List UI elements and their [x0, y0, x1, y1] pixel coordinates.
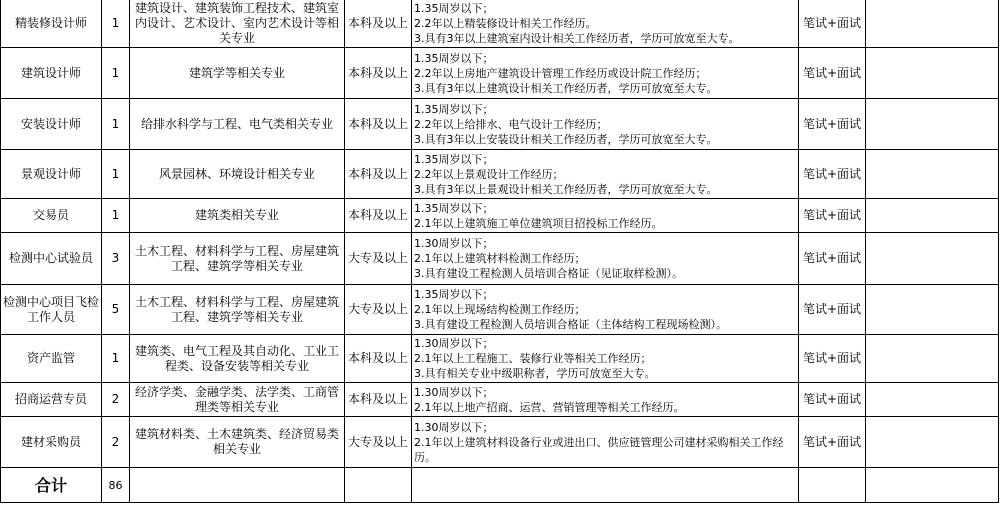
position-major: 土木工程、材料科学与工程、房屋建筑工程、建筑学等相关专业: [130, 233, 345, 285]
requirement-line: 1.35周岁以下；: [414, 152, 494, 166]
requirement-line: 2.2年以上给排水、电气设计工作经历；: [414, 117, 608, 131]
position-requirements: [412, 48, 799, 99]
position-education: 本科及以上: [345, 199, 412, 233]
table-row: [1, 99, 999, 150]
table-row: [1, 199, 999, 233]
total-row: [1, 468, 999, 503]
requirement-line: 2.1年以上现场结构检测工作经历；: [414, 303, 586, 316]
requirement-line: 1.30周岁以下；: [414, 420, 494, 434]
requirement-line: 1.35周岁以下；: [414, 288, 494, 301]
position-title: 建材采购员: [1, 417, 102, 468]
position-method: 笔试+面试: [799, 199, 866, 233]
position-count: 3: [102, 233, 130, 285]
position-remark: [866, 0, 999, 48]
requirement-line: 2.2年以上景观设计工作经历；: [414, 167, 564, 181]
requirement-line: 3.具有3年以上安装设计相关工作经历者，学历可放宽至大专。: [414, 132, 718, 146]
position-education: 本科及以上: [345, 150, 412, 199]
requirement-line: 3.具有相关专业中级职称者，学历可放宽至大专。: [414, 367, 656, 380]
position-education: 大专及以上: [345, 417, 412, 468]
position-education: 本科及以上: [345, 383, 412, 417]
table-row: [1, 233, 999, 285]
table-row: [1, 383, 999, 417]
table-row: [1, 48, 999, 99]
position-major: 建筑设计、建筑装饰工程技术、建筑室内设计、艺术设计、室内艺术设计等相关专业: [130, 0, 345, 48]
table-row: [1, 150, 999, 199]
table-row: [1, 417, 999, 468]
position-education: 本科及以上: [345, 0, 412, 48]
position-requirements: [412, 335, 799, 383]
empty-cell: [345, 468, 412, 503]
position-requirements: [412, 233, 799, 285]
position-title: 交易员: [1, 199, 102, 233]
position-requirements: [412, 285, 799, 335]
position-title: 检测中心试验员: [1, 233, 102, 285]
position-major: 建筑材料类、土木建筑类、经济贸易类相关专业: [130, 417, 345, 468]
requirement-line: 1.30周岁以下；: [414, 337, 494, 350]
position-count: 1: [102, 199, 130, 233]
position-major: 建筑类相关专业: [130, 199, 345, 233]
requirement-line: 1.30周岁以下；: [414, 385, 494, 399]
empty-cell: [866, 468, 999, 503]
position-title: 检测中心项目飞检工作人员: [1, 285, 102, 335]
requirement-line: 3.具有3年以上建筑设计相关工作经历者，学历可放宽至大专。: [414, 81, 718, 95]
position-count: 1: [102, 335, 130, 383]
position-remark: [866, 150, 999, 199]
position-method: 笔试+面试: [799, 335, 866, 383]
position-method: 笔试+面试: [799, 383, 866, 417]
position-count: 1: [102, 48, 130, 99]
position-title: 建筑设计师: [1, 48, 102, 99]
position-requirements: [412, 383, 799, 417]
table-row: [1, 335, 999, 383]
empty-cell: [799, 468, 866, 503]
requirement-line: 1.30周岁以下；: [414, 237, 494, 250]
position-education: 本科及以上: [345, 48, 412, 99]
requirement-line: 2.1年以上工程施工、装修行业等相关工作经历；: [414, 352, 652, 365]
requirement-line: 2.1年以上建筑材料检测工作经历；: [414, 252, 586, 265]
table-row: [1, 285, 999, 335]
position-education: 大专及以上: [345, 285, 412, 335]
table-row: [1, 0, 999, 48]
position-remark: [866, 285, 999, 335]
position-remark: [866, 99, 999, 150]
position-major: 给排水科学与工程、电气类相关专业: [130, 99, 345, 150]
requirement-line: 1.35周岁以下；: [414, 51, 494, 65]
position-method: 笔试+面试: [799, 417, 866, 468]
requirement-line: 2.1年以上地产招商、运营、营销管理等相关工作经历。: [414, 400, 685, 414]
requirement-line: 1.35周岁以下；: [414, 102, 494, 116]
position-method: 笔试+面试: [799, 0, 866, 48]
position-method: 笔试+面试: [799, 285, 866, 335]
requirement-line: 3.具有建设工程检测人员培训合格证（主体结构工程现场检测）。: [414, 318, 727, 331]
position-remark: [866, 417, 999, 468]
position-remark: [866, 383, 999, 417]
position-method: 笔试+面试: [799, 99, 866, 150]
position-requirements: [412, 150, 799, 199]
position-title: 资产监管: [1, 335, 102, 383]
empty-cell: [412, 468, 799, 503]
requirement-line: 2.1年以上建筑施工单位建筑项目招投标工作经历。: [414, 216, 663, 230]
position-count: 2: [102, 417, 130, 468]
position-major: 建筑类、电气工程及其自动化、工业工程类、设备安装等相关专业: [130, 335, 345, 383]
total-label: 合计: [1, 468, 102, 503]
position-title: 招商运营专员: [1, 383, 102, 417]
position-method: 笔试+面试: [799, 233, 866, 285]
position-remark: [866, 233, 999, 285]
requirement-line: 1.35周岁以下；: [414, 201, 494, 215]
position-count: 2: [102, 383, 130, 417]
position-count: 1: [102, 0, 130, 48]
position-title: 景观设计师: [1, 150, 102, 199]
position-education: 大专及以上: [345, 233, 412, 285]
position-remark: [866, 199, 999, 233]
position-title: 精装修设计师: [1, 0, 102, 48]
position-count: 5: [102, 285, 130, 335]
position-method: 笔试+面试: [799, 150, 866, 199]
requirement-line: 3.具有建设工程检测人员培训合格证（见证取样检测）。: [414, 267, 683, 280]
position-remark: [866, 48, 999, 99]
position-title: 安装设计师: [1, 99, 102, 150]
position-major: 建筑学等相关专业: [130, 48, 345, 99]
position-requirements: [412, 99, 799, 150]
position-requirements: [412, 199, 799, 233]
empty-cell: [130, 468, 345, 503]
position-count: 1: [102, 150, 130, 199]
position-count: 1: [102, 99, 130, 150]
requirement-line: 1.35周岁以下；: [414, 1, 494, 15]
requirement-line: 3.具有3年以上景观设计相关工作经历者，学历可放宽至大专。: [414, 182, 718, 196]
position-major: 风景园林、环境设计相关专业: [130, 150, 345, 199]
position-major: 土木工程、材料科学与工程、房屋建筑工程、建筑学等相关专业: [130, 285, 345, 335]
position-education: 本科及以上: [345, 335, 412, 383]
position-method: 笔试+面试: [799, 48, 866, 99]
position-requirements: [412, 0, 799, 48]
position-remark: [866, 335, 999, 383]
total-count: 86: [102, 468, 130, 503]
requirement-line: 2.2年以上房地产建筑设计管理工作经历或设计院工作经历；: [414, 66, 707, 80]
position-education: 本科及以上: [345, 99, 412, 150]
requirement-line: 3.具有3年以上建筑室内设计相关工作经历者，学历可放宽至大专。: [414, 31, 740, 45]
position-major: 经济学类、金融学类、法学类、工商管理类等相关专业: [130, 383, 345, 417]
position-requirements: [412, 417, 799, 468]
requirement-line: 2.2年以上精装修设计相关工作经历。: [414, 16, 597, 30]
requirement-line: 2.1年以上建筑材料设备行业或进出口、供应链管理公司建材采购相关工作经历。: [414, 435, 784, 464]
